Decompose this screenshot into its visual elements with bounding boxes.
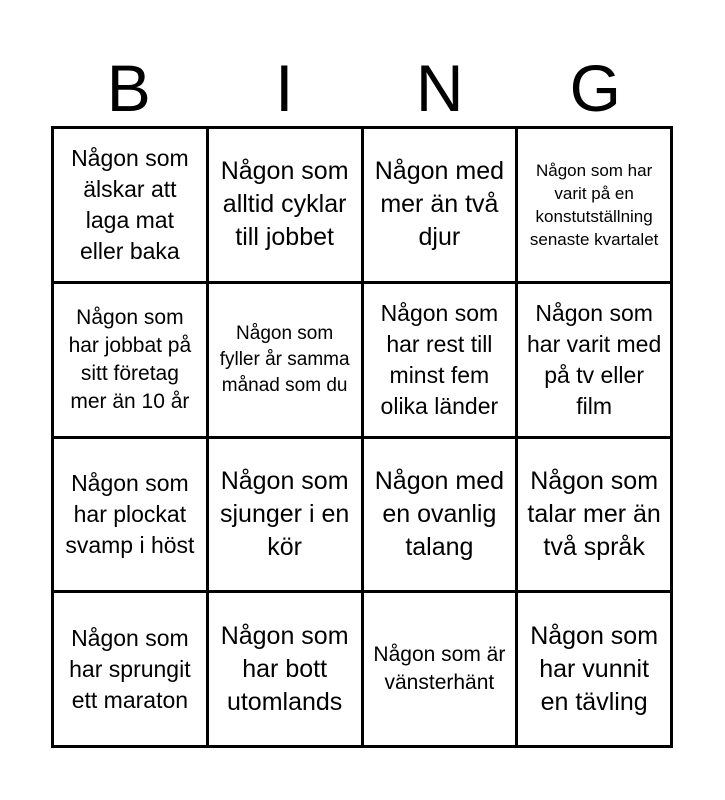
bingo-cell-text: Någon som har rest till minst fem olika länder bbox=[380, 299, 499, 419]
bingo-cell-r3c3[interactable] bbox=[364, 439, 516, 591]
bingo-cell-text: Någon som har vunnit en tävling bbox=[530, 621, 659, 716]
bingo-board bbox=[51, 126, 673, 748]
bingo-cell-r1c1[interactable] bbox=[54, 129, 206, 281]
bingo-cell-text: Någon som är vänsterhänt bbox=[373, 643, 506, 695]
bingo-cell-text: Någon som fyller år samma månad som du bbox=[219, 322, 350, 396]
bingo-cell-text: Någon som älskar att laga mat eller baka bbox=[71, 144, 189, 264]
bingo-cell-text: Någon som har bott utomlands bbox=[220, 621, 349, 716]
bingo-cell-r4c1[interactable] bbox=[54, 593, 206, 745]
bingo-cell-r4c4[interactable] bbox=[518, 593, 670, 745]
bingo-cell-r3c4[interactable] bbox=[518, 439, 670, 591]
bingo-cell-r2c1[interactable] bbox=[54, 284, 206, 436]
header-letter-g: G bbox=[569, 51, 621, 125]
bingo-cell-r1c4[interactable] bbox=[518, 129, 670, 281]
bingo-cell-r3c1[interactable] bbox=[54, 439, 206, 591]
header-letter-i: I bbox=[275, 51, 294, 125]
bingo-cell-r1c2[interactable] bbox=[209, 129, 361, 281]
bingo-cell-text: Någon som alltid cyklar till jobbet bbox=[220, 157, 349, 252]
bingo-cell-text: Någon som har plockat svamp i höst bbox=[65, 469, 195, 558]
bingo-header bbox=[51, 50, 673, 126]
header-letter-n: N bbox=[415, 51, 464, 125]
bingo-cell-r2c2[interactable] bbox=[209, 284, 361, 436]
bingo-cell-r2c4[interactable] bbox=[518, 284, 670, 436]
header-letter-b: B bbox=[106, 51, 151, 125]
bingo-cell-text: Någon som talar mer än två språk bbox=[527, 466, 661, 561]
bingo-cell-text: Någon som har varit på en konstutställning senaste kvartalet bbox=[529, 160, 659, 249]
bingo-cell-r3c2[interactable] bbox=[209, 439, 361, 591]
bingo-cell-text: Någon som har sprungit ett maraton bbox=[69, 624, 191, 713]
bingo-cell-r4c3[interactable] bbox=[364, 593, 516, 745]
bingo-cell-text: Någon med mer än två djur bbox=[374, 157, 504, 252]
bingo-cell-text: Någon som sjunger i en kör bbox=[220, 466, 350, 561]
bingo-cell-r1c3[interactable] bbox=[364, 129, 516, 281]
bingo-cell-text: Någon som har varit med på tv eller film bbox=[527, 299, 662, 419]
bingo-cell-r4c2[interactable] bbox=[209, 593, 361, 745]
bingo-cell-r2c3[interactable] bbox=[364, 284, 516, 436]
bingo-cell-text: Någon som har jobbat på sitt företag mer än 10 år bbox=[68, 305, 192, 413]
bingo-cell-text: Någon med en ovanlig talang bbox=[374, 466, 504, 561]
